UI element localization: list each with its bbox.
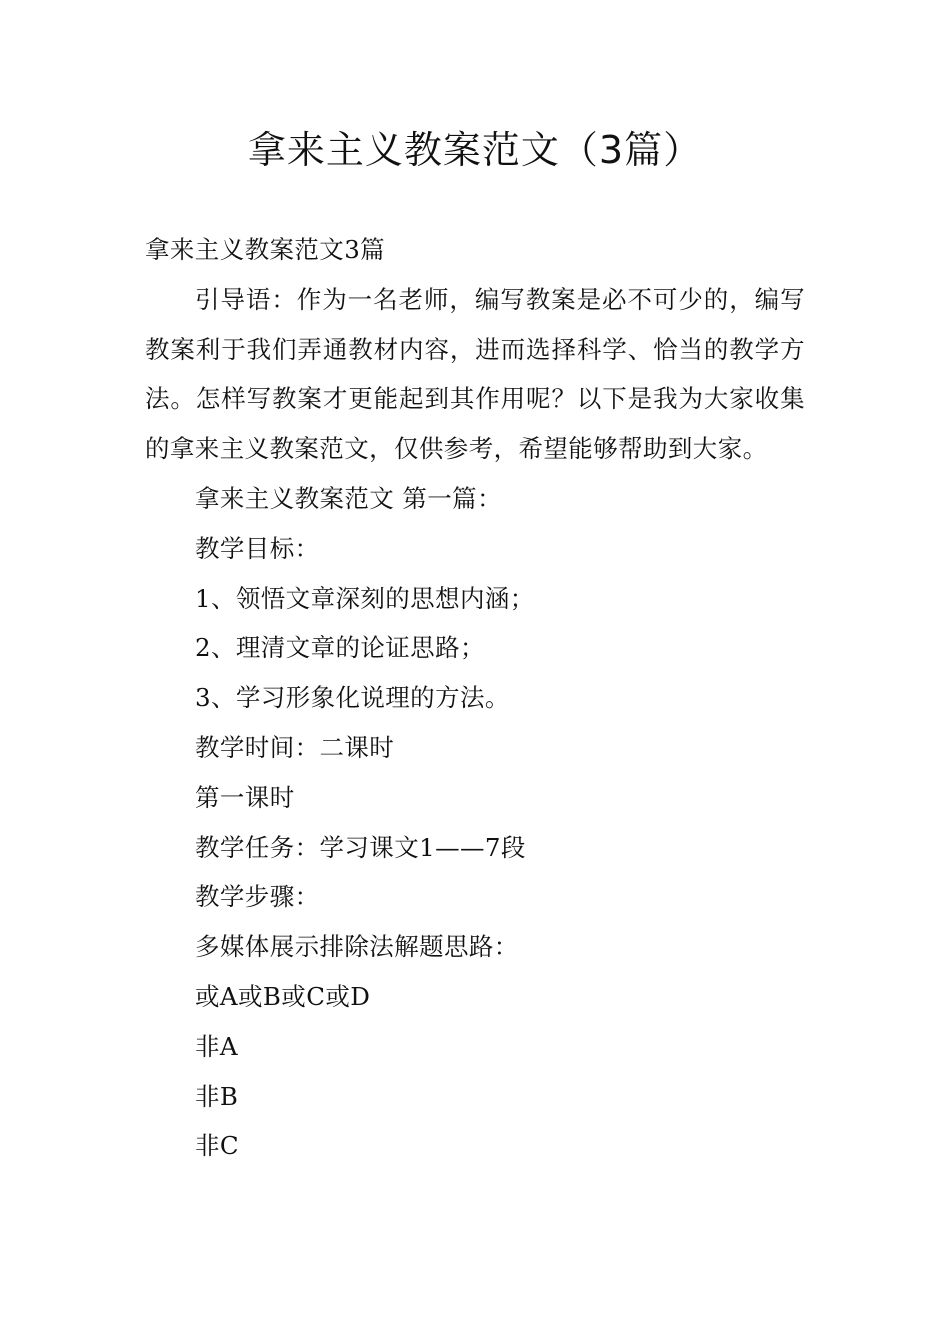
body-paragraph: 或A或B或C或D — [195, 981, 371, 1011]
teaching-steps-heading: 教学步骤： — [195, 882, 320, 912]
teaching-time: 教学时间：二课时 — [195, 732, 395, 762]
document-subtitle: 拿来主义教案范文3篇 — [145, 235, 386, 264]
body-paragraph: 非A — [195, 1031, 238, 1061]
document-body — [145, 225, 805, 1171]
lesson-heading: 第一课时 — [195, 782, 295, 812]
list-item: 2、理清文章的论证思路； — [195, 633, 485, 663]
list-item: 3、学习形象化说理的方法。 — [195, 683, 510, 713]
section-heading: 拿来主义教案范文 第一篇： — [195, 483, 502, 513]
body-paragraph: 非C — [195, 1131, 240, 1161]
list-item: 1、领悟文章深刻的思想内涵； — [195, 583, 535, 613]
document-title: 拿来主义教案范文（3篇） — [247, 128, 703, 172]
teaching-task: 教学任务：学习课文1——7段 — [195, 832, 526, 862]
teaching-goals-heading: 教学目标： — [195, 533, 320, 563]
body-paragraph: 多媒体展示排除法解题思路： — [195, 932, 519, 962]
body-paragraph: 非B — [195, 1081, 239, 1111]
intro-paragraph: 引导语：作为一名老师，编写教案是必不可少的，编写教案利于我们弄通教材内容，进而选择科学、恰当的教学方法。怎样写教案才更能起到其作用呢？以下是我为大家收集的拿来主义教案范文，仅供参考，希望能够帮助到大家。 — [145, 284, 805, 464]
